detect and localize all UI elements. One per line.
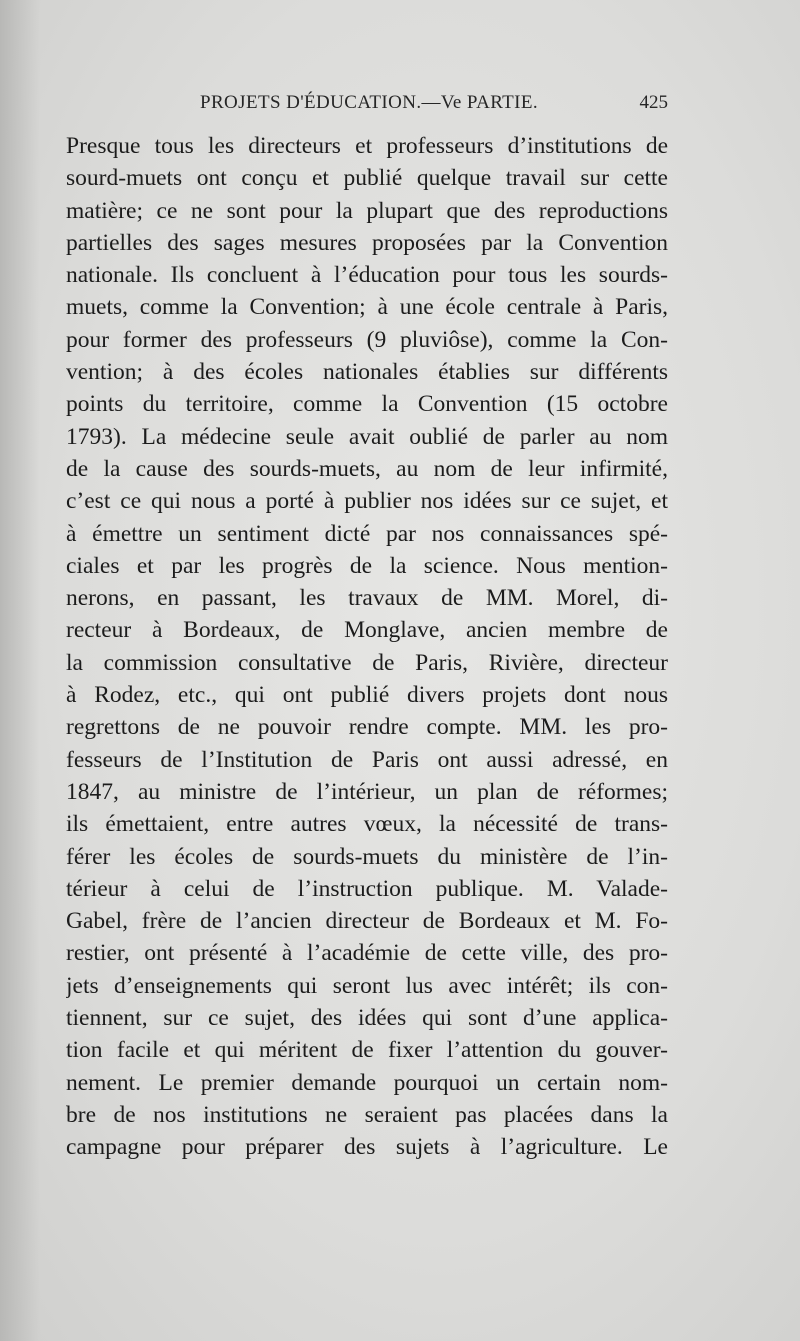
text-line: férer les écoles de sourds-muets du ministère de l’in-	[66, 843, 668, 870]
text-line: térieur à celui de l’instruction publique. M. Valade-	[66, 875, 668, 902]
text-line: nement. Le premier demande pourquoi un certain nom-	[66, 1069, 668, 1096]
text-line: sourd-muets ont conçu et publié quelque travail sur cette	[66, 165, 668, 192]
text-line: regrettons de ne pouvoir rendre compte. MM. les pro-	[66, 714, 668, 741]
text-line: restier, ont présenté à l’académie de cette ville, des pro-	[66, 940, 668, 967]
text-line: à Rodez, etc., qui ont publié divers projets dont nous	[66, 682, 668, 709]
text-line: ciales et par les progrès de la science. Nous mention-	[66, 552, 668, 579]
text-line: à émettre un sentiment dicté par nos connaissances spé-	[66, 520, 668, 547]
text-line: 1793). La médecine seule avait oublié de parler au nom	[66, 423, 668, 450]
text-line: Gabel, frère de l’ancien directeur de Bordeaux et M. Fo-	[66, 908, 668, 935]
text-line: fesseurs de l’Institution de Paris ont aussi adressé, en	[66, 746, 668, 773]
text-line: nerons, en passant, les travaux de MM. Morel, di-	[66, 585, 668, 612]
text-line: matière; ce ne sont pour la plupart que des reproductions	[66, 197, 668, 224]
text-line: campagne pour préparer des sujets à l’agriculture. Le	[66, 1134, 668, 1161]
gutter-shadow	[0, 0, 40, 1341]
text-line: recteur à Bordeaux, de Monglave, ancien membre de	[66, 617, 668, 644]
text-line: Presque tous les directeurs et professeurs d’institutions de	[66, 133, 668, 159]
running-header	[66, 92, 668, 122]
text-line: pour former des professeurs (9 pluviôse), comme la Con-	[66, 326, 668, 353]
text-line: bre de nos institutions ne seraient pas placées dans la	[66, 1101, 668, 1128]
text-line: nationale. Ils concluent à l’éducation pour tous les sourds-	[66, 262, 668, 289]
text-line: points du territoire, comme la Convention (15 octobre	[66, 391, 668, 418]
text-line: muets, comme la Convention; à une école centrale à Paris,	[66, 294, 668, 321]
text-line: la commission consultative de Paris, Rivière, directeur	[66, 649, 668, 676]
body-text	[66, 130, 668, 1164]
text-line: 1847, au ministre de l’intérieur, un plan de réformes;	[66, 778, 668, 805]
page-number: 425	[639, 92, 668, 113]
running-title: PROJETS D'ÉDUCATION.—Ve PARTIE.	[200, 92, 539, 113]
text-line: de la cause des sourds-muets, au nom de leur infirmité,	[66, 455, 668, 482]
text-line: ils émettaient, entre autres vœux, la nécessité de trans-	[66, 811, 668, 838]
text-line: tion facile et qui méritent de fixer l’attention du gouver-	[66, 1037, 668, 1064]
text-line: jets d’enseignements qui seront lus avec intérêt; ils con-	[66, 972, 668, 999]
text-line: c’est ce qui nous a porté à publier nos idées sur ce sujet, et	[66, 488, 668, 515]
text-line: tiennent, sur ce sujet, des idées qui sont d’une applica-	[66, 1005, 668, 1032]
text-line: vention; à des écoles nationales établies sur différents	[66, 359, 668, 386]
text-line: partielles des sages mesures proposées par la Convention	[66, 229, 668, 256]
